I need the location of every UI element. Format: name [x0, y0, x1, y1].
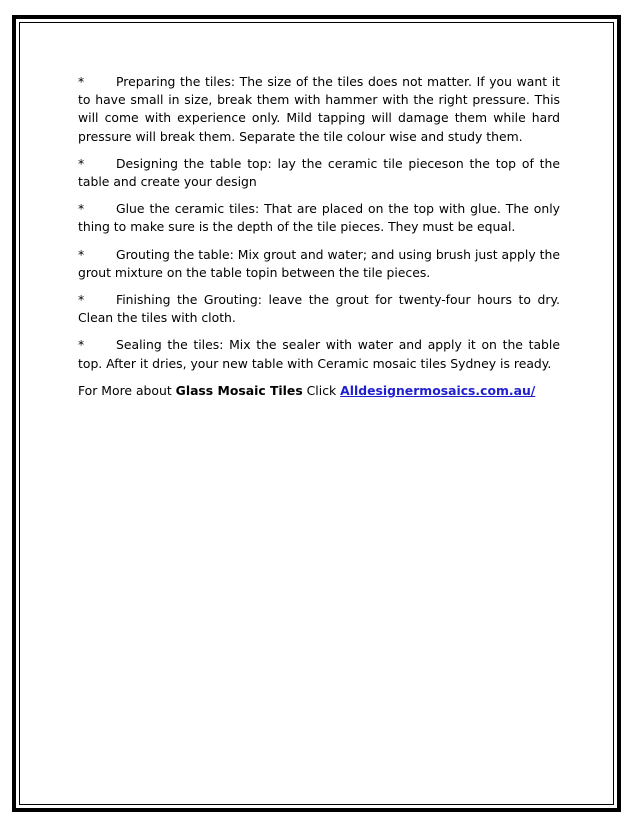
footer-middle: Click	[302, 382, 341, 398]
bullet-marker: *	[78, 337, 85, 353]
paragraph-grouting-table	[78, 246, 560, 282]
website-link[interactable]: Alldesignermosaics.com.au/	[340, 382, 536, 398]
bullet-marker: *	[78, 155, 85, 171]
paragraph-text: Preparing the tiles: The size of the tiles does not matter. If you want it to have small in size, break them with hammer with the right pressure. This will come with experience only. Mild tapping will damage them while hard pressure will break them. Separate the tile colour wise and study them.	[78, 74, 560, 144]
footer-line	[78, 382, 560, 400]
document-body	[78, 73, 560, 409]
bullet-marker: *	[78, 74, 85, 89]
bullet-marker: *	[78, 246, 85, 262]
paragraph-text: Finishing the Grouting: leave the grout for twenty-four hours to dry. Clean the tiles with cloth.	[78, 292, 560, 326]
paragraph-text: Glue the ceramic tiles: That are placed on the top with glue. The only thing to make sure is the depth of the tile pieces. They must be equal.	[78, 201, 560, 235]
footer-bold-text: Glass Mosaic Tiles	[175, 382, 303, 398]
paragraph-designing-table-top	[78, 155, 560, 191]
bullet-marker: *	[78, 201, 85, 217]
paragraph-sealing-tiles	[78, 336, 560, 372]
paragraph-text: Grouting the table: Mix grout and water; and using brush just apply the grout mixture on the table topin between the tile pieces.	[78, 246, 560, 280]
paragraph-preparing-tiles	[78, 73, 560, 146]
paragraph-finishing-grouting	[78, 291, 560, 327]
footer-prefix: For More about	[78, 382, 176, 398]
bullet-marker: *	[78, 292, 85, 308]
paragraph-text: Sealing the tiles: Mix the sealer with water and apply it on the table top. After it dries, your new table with Ceramic mosaic tiles Sydney is ready.	[78, 337, 560, 371]
paragraph-glue-tiles	[78, 200, 560, 236]
paragraph-text: Designing the table top: lay the ceramic tile pieceson the top of the table and create your design	[78, 155, 560, 190]
